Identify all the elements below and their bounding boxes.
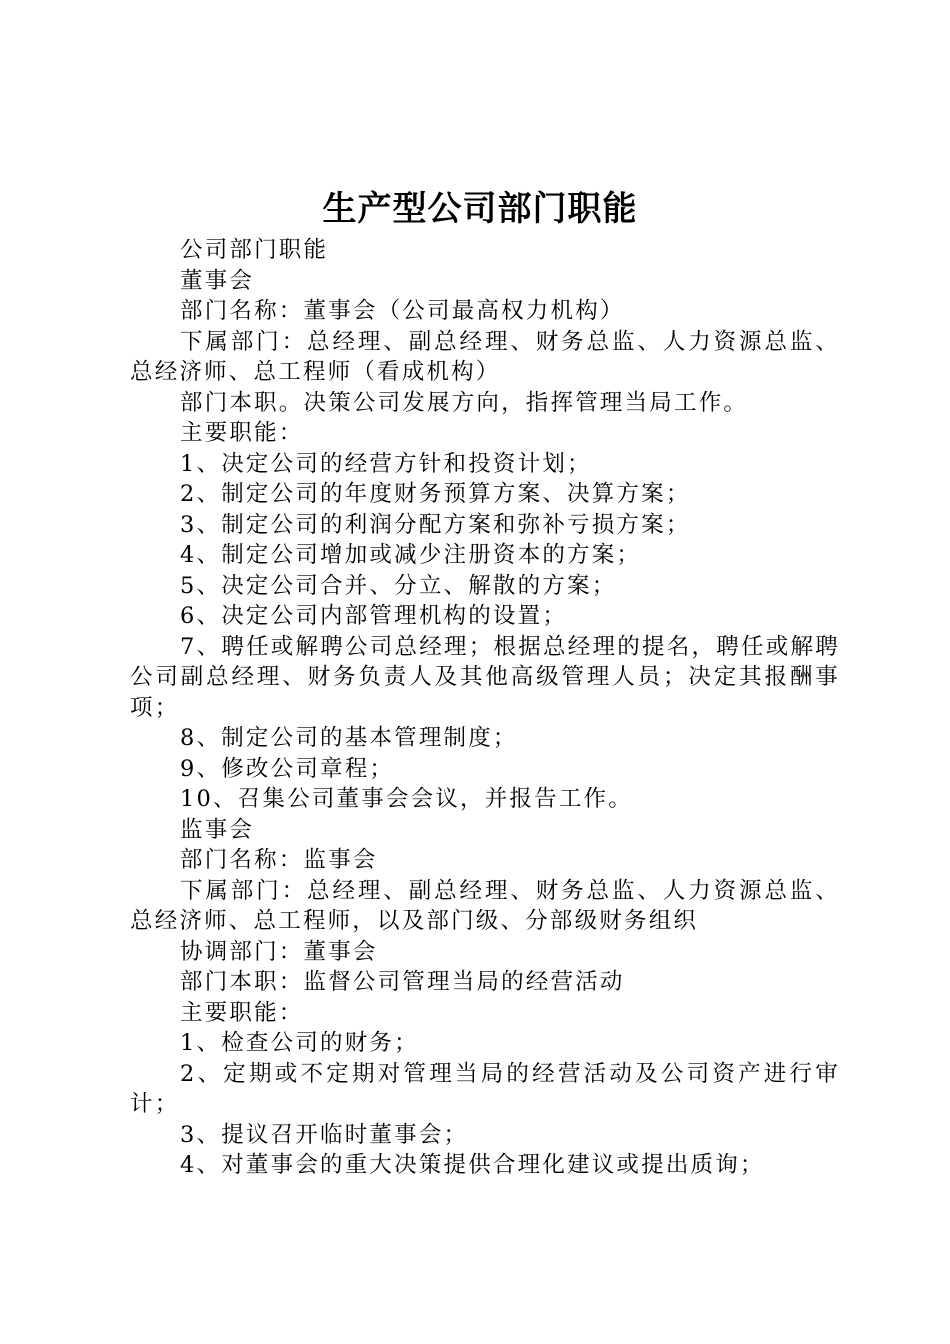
paragraph-company-functions: 公司部门职能 bbox=[180, 237, 329, 263]
list-item: 1、检查公司的财务； bbox=[180, 1030, 419, 1056]
list-item: 3、制定公司的利润分配方案和弥补亏损方案； bbox=[180, 511, 691, 538]
document-body bbox=[130, 235, 840, 1181]
list-item: 1、决定公司的经营方针和投资计划； bbox=[180, 450, 592, 477]
list-item: 10、召集公司董事会会议，并报告工作。 bbox=[180, 786, 633, 812]
paragraph-supervisory-coordination: 协调部门：董事会 bbox=[180, 938, 378, 965]
list-item: 4、对董事会的重大决策提供合理化建议或提出质询； bbox=[180, 1152, 765, 1178]
paragraph-board-main-functions: 主要职能： bbox=[180, 420, 304, 446]
paragraph-board-duty: 部门本职。决策公司发展方向，指挥管理当局工作。 bbox=[180, 389, 749, 416]
list-item: 9、修改公司章程； bbox=[180, 755, 395, 782]
paragraph-board-heading: 董事会 bbox=[180, 267, 255, 294]
list-item: 3、提议召开临时董事会； bbox=[180, 1121, 469, 1148]
list-item: 8、制定公司的基本管理制度； bbox=[180, 725, 518, 751]
list-item: 2、制定公司的年度财务预算方案、决算方案； bbox=[180, 481, 691, 507]
paragraph-supervisory-main-functions: 主要职能： bbox=[180, 999, 304, 1026]
list-item: 5、决定公司合并、分立、解散的方案； bbox=[180, 572, 617, 599]
paragraph-supervisory-name: 部门名称：监事会 bbox=[180, 847, 378, 873]
list-item: 4、制定公司增加或减少注册资本的方案； bbox=[180, 542, 642, 568]
paragraph-board-subordinates: 下属部门：总经理、副总经理、财务总监、人力资源总监、总经济师、总工程师（看成机构） bbox=[130, 328, 840, 385]
list-item: 2、定期或不定期对管理当局的经营活动及公司资产进行审计； bbox=[130, 1060, 840, 1117]
paragraph-board-name: 部门名称：董事会（公司最高权力机构） bbox=[180, 298, 625, 324]
paragraph-supervisory-subordinates: 下属部门：总经理、副总经理、财务总监、人力资源总监、总经济师、总工程师，以及部门级、分部级财务组织 bbox=[130, 877, 840, 934]
document-title: 生产型公司部门职能 bbox=[322, 189, 638, 229]
paragraph-supervisory-heading: 监事会 bbox=[180, 816, 255, 843]
list-item: 6、决定公司内部管理机构的设置； bbox=[180, 603, 568, 629]
paragraph-supervisory-duty: 部门本职：监督公司管理当局的经营活动 bbox=[180, 969, 625, 995]
list-item: 7、聘任或解聘公司总经理；根据总经理的提名，聘任或解聘公司副总经理、财务负责人及其他高级管理人员；决定其报酬事项； bbox=[130, 633, 840, 721]
